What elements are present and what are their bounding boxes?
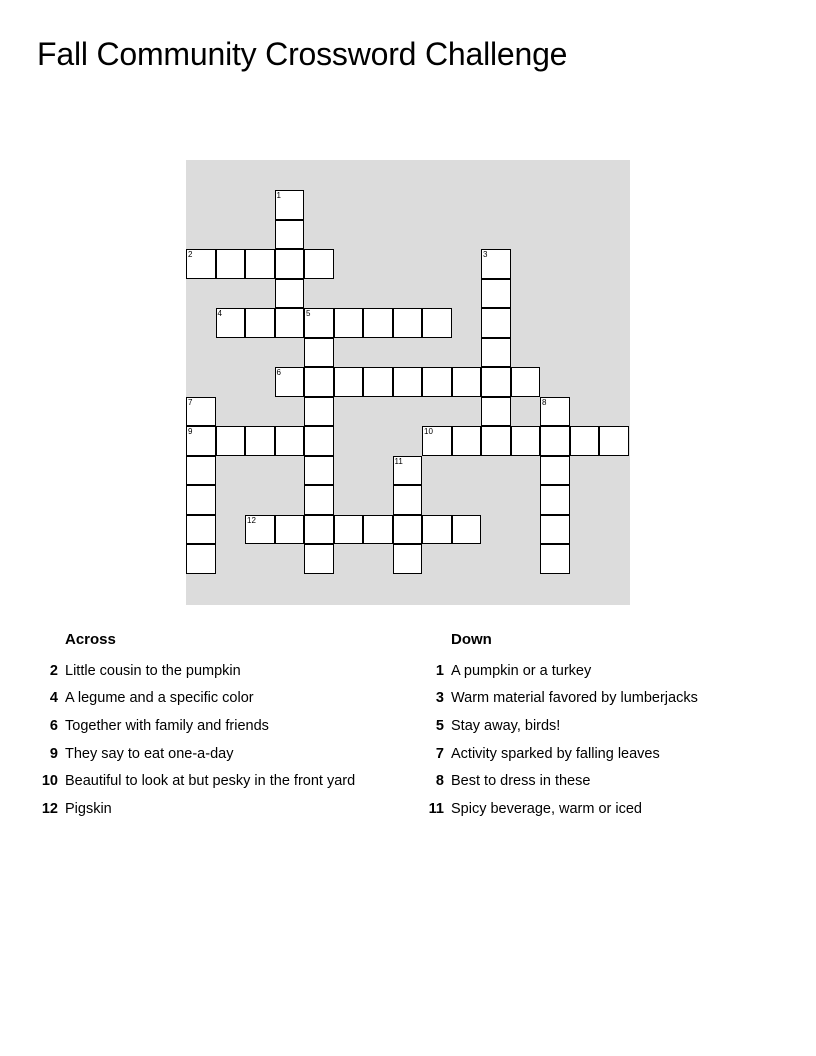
grid-cell[interactable]: [540, 426, 570, 456]
grid-cell[interactable]: [599, 426, 629, 456]
grid-cell[interactable]: [304, 544, 334, 574]
grid-cell[interactable]: [304, 485, 334, 515]
grid-cell-number: 2: [188, 250, 193, 259]
down-clue: [418, 767, 808, 795]
grid-cell-number: 5: [306, 309, 311, 318]
grid-cell[interactable]: [393, 456, 423, 486]
grid-cell[interactable]: [186, 456, 216, 486]
grid-cell[interactable]: [275, 515, 305, 545]
grid-cell[interactable]: [334, 515, 364, 545]
grid-cell-number: 8: [542, 397, 547, 407]
grid-cell[interactable]: [216, 426, 246, 456]
grid-cell[interactable]: [363, 367, 393, 397]
grid-cell[interactable]: [452, 515, 482, 545]
across-clue: [32, 685, 422, 713]
grid-cell[interactable]: [540, 515, 570, 545]
grid-cell[interactable]: [304, 367, 334, 397]
down-clue: [418, 712, 808, 740]
grid-cell[interactable]: [363, 308, 393, 338]
grid-cell[interactable]: [422, 308, 452, 338]
grid-cell[interactable]: [275, 249, 305, 279]
grid-cell[interactable]: [216, 308, 246, 338]
grid-cell-number: 6: [276, 368, 281, 377]
clue-text: A legume and a specific color: [65, 690, 254, 707]
across-clue: [32, 795, 422, 823]
grid-cell[interactable]: [393, 367, 423, 397]
clue-number: 1: [435, 662, 444, 679]
clue-text: Pigskin: [65, 800, 112, 817]
crossword-grid: [186, 160, 630, 605]
grid-cell[interactable]: [334, 308, 364, 338]
grid-cell[interactable]: [275, 426, 305, 456]
clue-text: Little cousin to the pumpkin: [65, 662, 241, 679]
grid-cell[interactable]: [393, 544, 423, 574]
clue-number: 9: [49, 745, 58, 762]
grid-cell[interactable]: [481, 279, 511, 309]
grid-cell[interactable]: [304, 397, 334, 427]
grid-cell[interactable]: [540, 485, 570, 515]
grid-cell[interactable]: [275, 308, 305, 338]
grid-cell-number: 12: [247, 515, 256, 525]
grid-cell-number: 7: [188, 397, 193, 407]
grid-cell[interactable]: [245, 249, 275, 279]
down-heading: Down: [451, 631, 492, 648]
grid-cell[interactable]: [393, 485, 423, 515]
across-clue: [32, 712, 422, 740]
grid-cell[interactable]: [540, 397, 570, 427]
grid-cell[interactable]: [452, 426, 482, 456]
grid-cell[interactable]: [304, 308, 334, 338]
grid-cell[interactable]: [186, 515, 216, 545]
grid-cell[interactable]: [511, 367, 541, 397]
clue-text: Activity sparked by falling leaves: [451, 745, 660, 762]
grid-cell[interactable]: [275, 279, 305, 309]
clue-text: They say to eat one-a-day: [65, 745, 234, 762]
grid-cell[interactable]: [245, 308, 275, 338]
grid-cell[interactable]: [186, 544, 216, 574]
grid-cell-number: 11: [394, 456, 403, 466]
grid-cell-number: 9: [188, 427, 193, 436]
clue-number: 6: [49, 717, 58, 734]
grid-cell[interactable]: [275, 367, 305, 397]
grid-cell-number: 1: [276, 191, 281, 200]
grid-cell[interactable]: [422, 426, 452, 456]
grid-cell[interactable]: [481, 367, 511, 397]
grid-cell[interactable]: [511, 426, 541, 456]
grid-cell[interactable]: [481, 338, 511, 368]
clue-number: 11: [428, 800, 444, 817]
clue-text: Stay away, birds!: [451, 717, 561, 734]
down-clue: [418, 685, 808, 713]
grid-cell[interactable]: [481, 308, 511, 338]
clue-text: A pumpkin or a turkey: [451, 662, 592, 679]
clue-text: Beautiful to look at but pesky in the front yard: [65, 773, 356, 790]
down-clue-list: [418, 657, 808, 823]
down-clue: [418, 740, 808, 768]
grid-cell[interactable]: [304, 426, 334, 456]
page-title: Fall Community Crossword Challenge: [37, 36, 568, 72]
grid-cell[interactable]: [481, 397, 511, 427]
clue-text: Best to dress in these: [451, 773, 591, 790]
clue-number: 7: [435, 745, 444, 762]
grid-cell[interactable]: [186, 485, 216, 515]
grid-cell[interactable]: [393, 308, 423, 338]
grid-cell[interactable]: [393, 515, 423, 545]
grid-cell[interactable]: [186, 249, 216, 279]
clue-number: 2: [49, 662, 58, 679]
grid-cell[interactable]: [216, 249, 246, 279]
clue-text: Together with family and friends: [65, 717, 269, 734]
across-clue-list: [32, 657, 422, 823]
grid-cell[interactable]: [363, 515, 393, 545]
across-clue: [32, 657, 422, 685]
grid-cell[interactable]: [540, 456, 570, 486]
across-clue: [32, 767, 422, 795]
grid-cell[interactable]: [304, 515, 334, 545]
grid-cell[interactable]: [304, 249, 334, 279]
grid-cell[interactable]: [275, 220, 305, 250]
grid-cell[interactable]: [422, 367, 452, 397]
clue-number: 10: [41, 773, 58, 790]
clue-number: 4: [49, 690, 58, 707]
clue-text: Spicy beverage, warm or iced: [451, 800, 642, 817]
grid-cell[interactable]: [275, 190, 305, 220]
grid-cell[interactable]: [186, 426, 216, 456]
grid-cell-number: 3: [483, 250, 488, 259]
across-clue: [32, 740, 422, 768]
down-clue: [418, 795, 808, 823]
grid-cell[interactable]: [540, 544, 570, 574]
grid-cell[interactable]: [245, 426, 275, 456]
clue-number: 5: [435, 717, 444, 734]
clue-number: 12: [41, 800, 58, 817]
clue-text: Warm material favored by lumberjacks: [451, 690, 698, 707]
grid-cell[interactable]: [304, 456, 334, 486]
grid-cell[interactable]: [570, 426, 600, 456]
grid-cell[interactable]: [481, 249, 511, 279]
grid-cell-number: 4: [217, 309, 222, 318]
grid-cell[interactable]: [186, 397, 216, 427]
grid-cell[interactable]: [304, 338, 334, 368]
grid-cell[interactable]: [245, 515, 275, 545]
grid-cell[interactable]: [452, 367, 482, 397]
grid-cell[interactable]: [334, 367, 364, 397]
clue-number: 8: [435, 773, 444, 790]
grid-cell[interactable]: [422, 515, 452, 545]
down-clue: [418, 657, 808, 685]
grid-cell-number: 10: [424, 427, 433, 436]
clue-number: 3: [435, 690, 444, 707]
grid-cell[interactable]: [481, 426, 511, 456]
across-heading: Across: [65, 631, 116, 648]
